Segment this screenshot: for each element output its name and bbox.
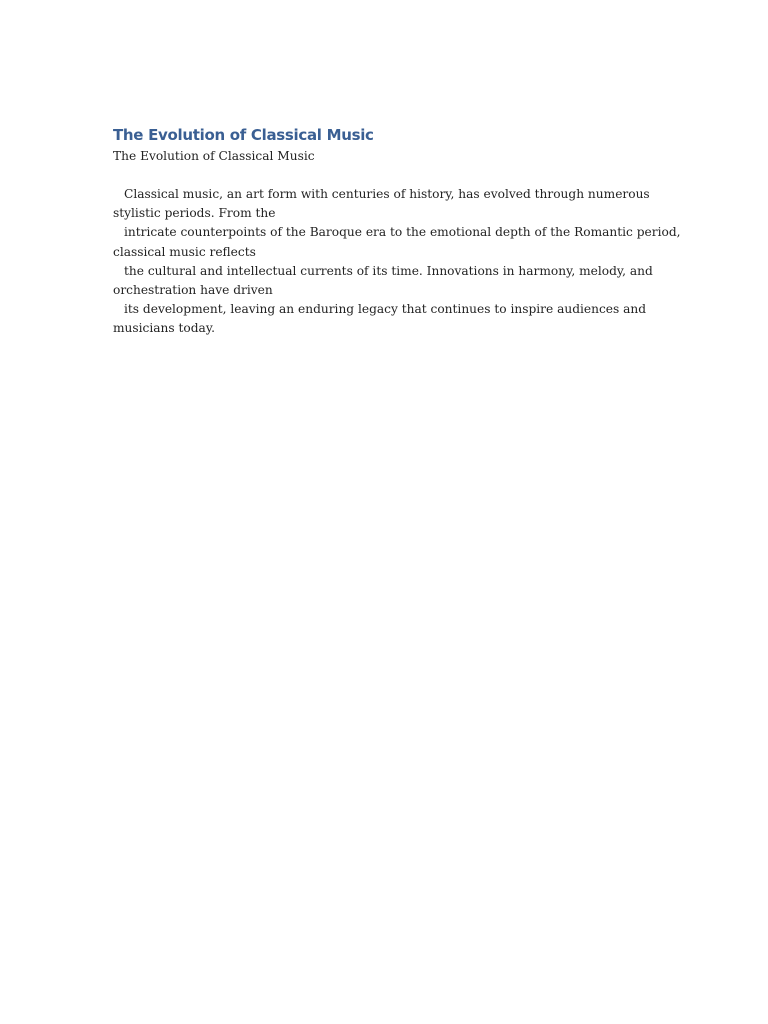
paragraph-line: musicians today. [113,321,215,336]
document-content [113,124,681,339]
document-paragraph [113,185,681,339]
paragraph-line: the cultural and intellectual currents of its time. Innovations in harmony, melody, and [124,263,653,278]
document-heading: The Evolution of Classical Music [113,126,374,144]
paragraph-line: its development, leaving an enduring legacy that continues to inspire audiences and [124,302,647,317]
document-subtitle: The Evolution of Classical Music [113,149,315,163]
paragraph-line: intricate counterpoints of the Baroque era to the emotional depth of the Romantic period, [124,225,681,240]
paragraph-line: classical music reflects [113,244,256,259]
paragraph-line: Classical music, an art form with centuries of history, has evolved through numerous [124,187,650,201]
paragraph-line: orchestration have driven [113,283,273,298]
paragraph-line: stylistic periods. From the [113,206,276,221]
